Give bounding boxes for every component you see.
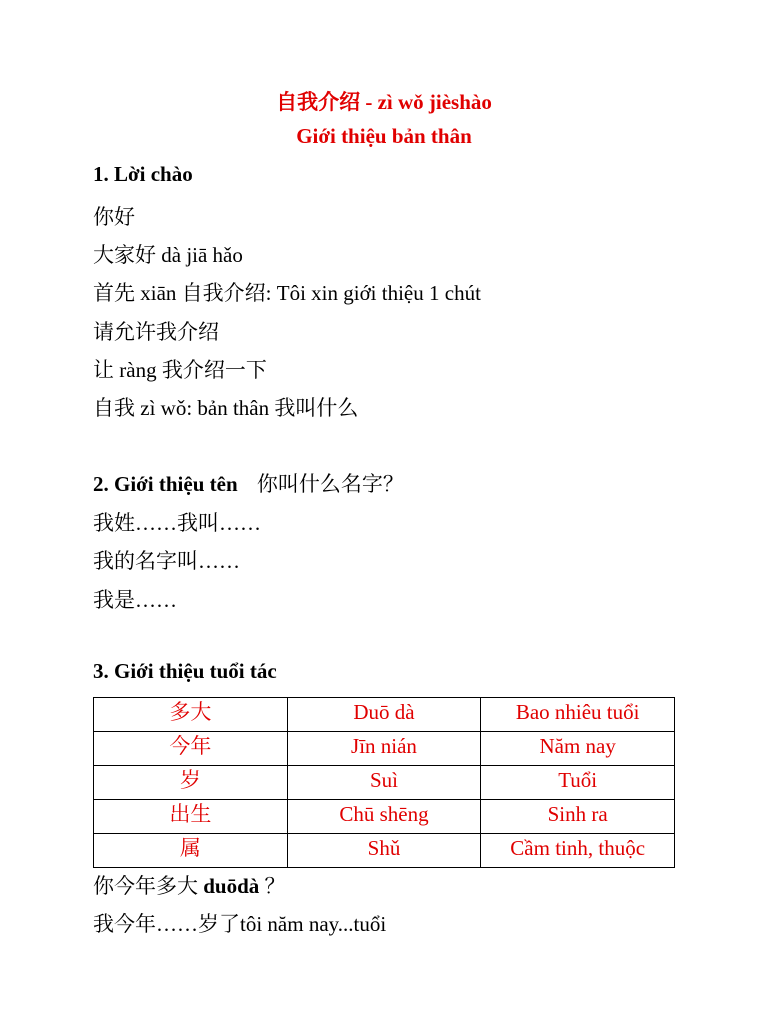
age-vocabulary-table [93, 697, 675, 868]
table-row [94, 698, 675, 732]
table-cell-pinyin: Duō dà [287, 698, 481, 732]
section1-line: 你好 [93, 205, 135, 229]
table-cell-chinese: 属 [94, 834, 288, 868]
section2-line: 我姓……我叫…… [93, 511, 261, 535]
table-cell-meaning: Năm nay [481, 732, 675, 766]
table-cell-meaning: Tuổi [481, 766, 675, 800]
section1-line: 请允许我介绍 [93, 320, 219, 344]
table-cell-pinyin: Suì [287, 766, 481, 800]
table-cell-meaning: Cầm tinh, thuộc [481, 834, 675, 868]
table-cell-pinyin: Shǔ [287, 834, 481, 868]
table-row [94, 732, 675, 766]
section2-heading-chinese: 你叫什么名字？ [256, 472, 404, 496]
table-row [94, 834, 675, 868]
age-question-end: ？ [264, 874, 286, 898]
title-pinyin: zì wǒ jièshào [377, 90, 492, 114]
table-row [94, 766, 675, 800]
document-subtitle: Giới thiệu bản thân [296, 124, 472, 148]
table-cell-chinese: 多大 [94, 698, 288, 732]
table-cell-pinyin: Jīn nián [287, 732, 481, 766]
title-dash: - [365, 90, 373, 114]
table-cell-chinese: 出生 [94, 800, 288, 834]
age-answer-line: 我今年……岁了tôi năm nay...tuổi [93, 912, 387, 936]
section1-line: 自我 zì wǒ: bản thân 我叫什么 [93, 396, 359, 420]
document-title [0, 86, 768, 116]
table-cell-meaning: Bao nhiêu tuổi [481, 698, 675, 732]
section1-line: 大家好 dà jiā hǎo [93, 243, 243, 267]
section3-heading: 3. Giới thiệu tuổi tác [93, 659, 277, 683]
section2-line: 我的名字叫…… [93, 549, 240, 573]
table-cell-pinyin: Chū shēng [287, 800, 481, 834]
section1-line: 首先 xiān 自我介绍: Tôi xin giới thiệu 1 chút [93, 281, 481, 305]
age-question-pinyin: duōdà [203, 874, 260, 898]
section1-heading: 1. Lời chào [93, 162, 193, 186]
section2-line: 我是…… [93, 588, 177, 612]
age-question-line [93, 870, 286, 900]
table-cell-chinese: 岁 [94, 766, 288, 800]
section2-heading [93, 468, 404, 498]
table-row [94, 800, 675, 834]
age-question-chinese: 你今年多大 [93, 874, 198, 898]
section1-line: 让 ràng 我介绍一下 [93, 358, 267, 382]
table-cell-meaning: Sinh ra [481, 800, 675, 834]
section2-heading-text: 2. Giới thiệu tên [93, 472, 238, 496]
table-cell-chinese: 今年 [94, 732, 288, 766]
title-chinese: 自我介绍 [276, 90, 361, 114]
